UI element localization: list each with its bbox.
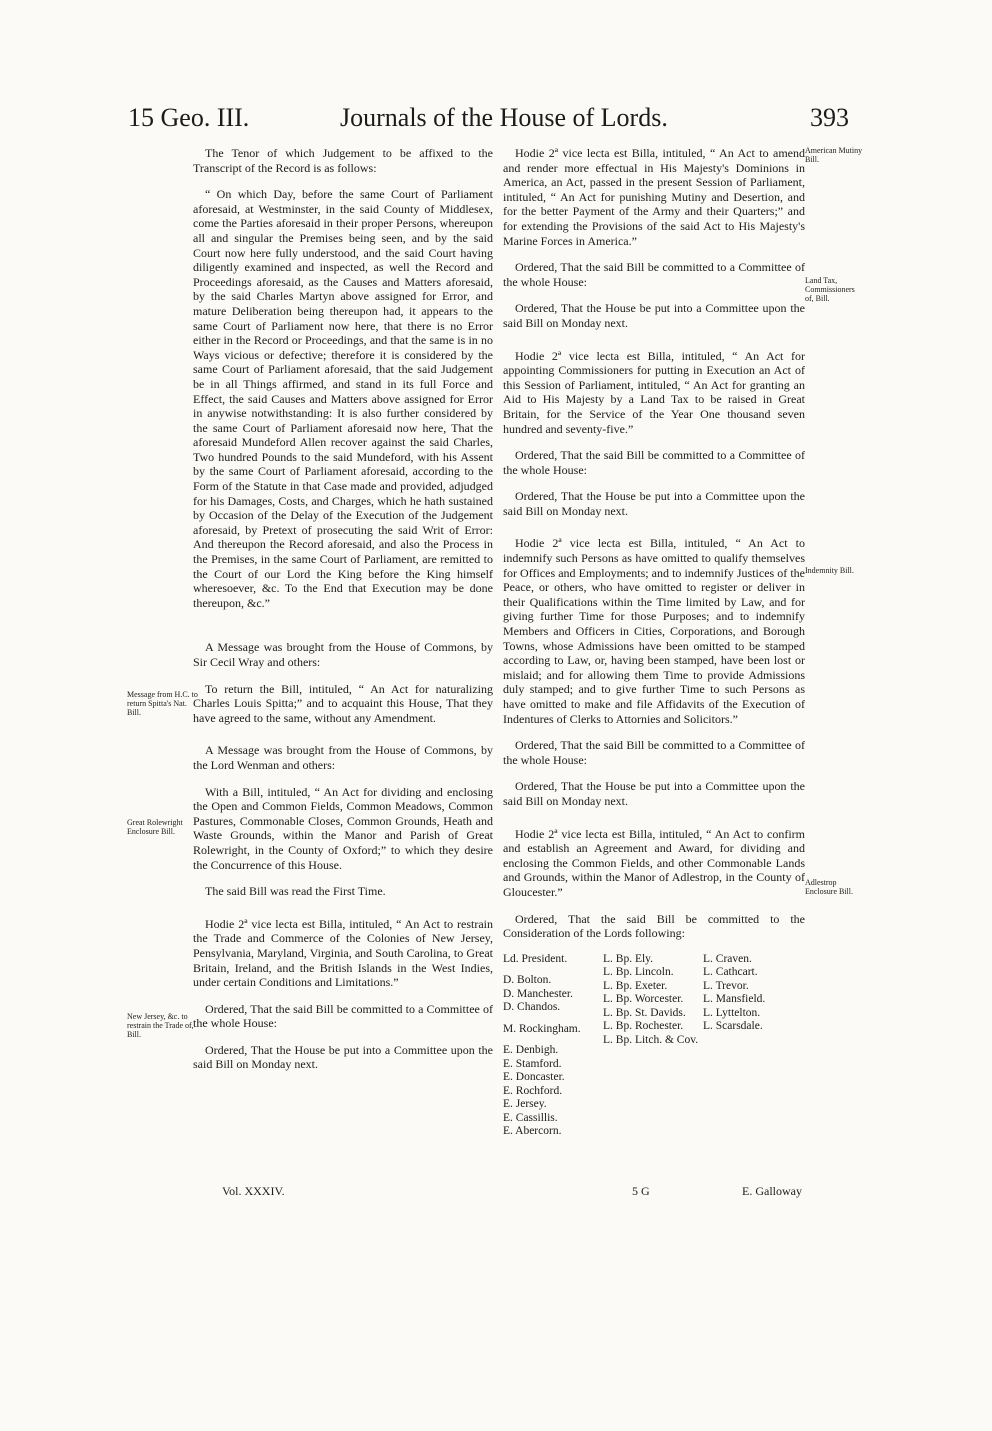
lord-name: L. Bp. Litch. & Cov. [603,1033,699,1046]
catchword: E. Galloway [742,1184,802,1198]
lord-name: E. Jersey. [503,1098,547,1111]
judgement-text: “ On which Day, before the same Court of Parliament aforesaid, at Westminster, in the said County of Middlesex, come the Parties aforesaid in their proper Persons, whereupon all and singular the Premises being seen, and by the said Court now here fully understood, and the said Court having diligently examined and inspected, as well the Record and Proceedings aforesaid, as the Causes and Matters aforesaid, by the said Charles Martyn above assigned for Error, and mature Deliberation being thereupon had, it appears to the same Court of Parliament now here, that there is no Error either in the Record or Proceedings, and that the same is in no Ways vicious or defective; therefore it is considered by the same Court of Parliament aforesaid, that the said Judgement be in all Things affirmed, and stand in its full Force and Effect, the said Causes and Matters above assigned for Error in anywise notwithstanding: It is also further considered by the same Court of Parliament aforesaid now here, That the aforesaid Mundeford Allen recover against the said Charles, Two hundred Pounds to the said Mundeford, with his Assent by the same Court of Parliament aforesaid, according to the Form of the Statute in that Case made and provided, adjudged for his Damages, Costs, and Charges, which he hath sustained by Occasion of the Delay of the Execution of the Judgement aforesaid, by Pretext of prosecuting the said Writ of Error: And thereupon the Record aforesaid, and also the Process in the Premises, in the same Court of Parliament, are remitted to the Court of our Lord the King before the King himself wheresoever, &c. To the End that Execution may be done thereupon, &c.” [193,187,493,610]
margin-note-land-tax: Land Tax, Commissioners of, Bill. [805,276,855,303]
lord-name: E. Rochford. [503,1084,563,1097]
paragraph: Hodie 2ª vice lecta est Billa, intituled, “ An Act for appointing Commissioners for putting in Execution an Act of this Session of Parliament, intituled, “ An Act for granting an Aid to His Majesty by a Land Tax to be raised in Great Britain, for the Service of the Year One thousand seven hundred and seventy-five.” [503,348,805,436]
margin-note-rolewright: Great Rolewright Enclosure Bill. [127,818,183,836]
order-text: Ordered, That the House be put into a Committee upon the said Bill on Monday next. [503,301,805,330]
paragraph: A Message was brought from the House of Commons, by the Lord Wenman and others: [193,743,493,772]
lord-name: L. Craven. [703,952,752,965]
order-text: Ordered, That the House be put into a Committee upon the said Bill on Monday next. [193,1042,493,1072]
lord-name: L. Bp. Worcester. [603,993,684,1006]
margin-note-spitta: Message from H.C. to return Spitta's Nat. Bill. [127,690,198,717]
margin-note-mutiny: American Mutiny Bill. [805,146,863,164]
left-column [193,146,493,1084]
paragraph: Hodie 2ª vice lecta est Billa, intituled, “ An Act to restrain the Trade and Commerce of the Colonies of New Jersey, Pensylvania, Maryland, Virginia, and South Carolina, to Great Britain, Ireland, and the British Islands in the West Indies, under certain Conditions and Limitations.” [193,916,493,990]
paragraph: A Message was brought from the House of Commons, by Sir Cecil Wray and others: [193,640,493,669]
lords-col-bishops [603,953,703,1139]
lord-name: E. Abercorn. [503,1125,562,1138]
order-text: Ordered, That the House be put into a Committee upon the said Bill on Monday next. [503,779,805,808]
running-head-regnal-year: 15 Geo. III. [128,103,250,132]
paragraph: Hodie 2ª vice lecta est Billa, intituled, “ An Act to confirm and establish an Agreement and Award, for dividing and enclosing the Common Fields, and other Commonable Lands and Grounds, within the Manor of Adlestrop, in the County of Gloucester.” [503,826,805,899]
order-text: Ordered, That the said Bill be committed to a Committee of the whole House: [503,260,805,289]
paragraph: With a Bill, intituled, “ An Act for dividing and enclosing the Open and Common Fields, Common Meadows, Common Pastures, Commonable Closes, Common Grounds, Heath and Waste Grounds, within the Manor and Parish of Great Rolewright, in the County of Oxford;” to which they desire the Concurrence of this House. [193,784,493,872]
lord-name: D. Manchester. [503,987,573,1000]
right-column [503,146,805,1139]
order-text: Ordered, That the said Bill be committed to a Committee of the whole House: [193,1001,493,1031]
lord-name: L. Lyttelton. [703,1006,761,1019]
lord-name: E. Denbigh. [503,1044,559,1057]
lords-col-dukes-earls [503,953,603,1139]
lord-name: L. Bp. Rochester. [603,1020,684,1033]
lord-name: L. Scarsdale. [703,1020,763,1033]
lord-name: L. Bp. Ely. [603,952,654,965]
order-text: Ordered, That the said Bill be committed to a Committee of the whole House: [503,448,805,477]
margin-note-indemnity: Indemnity Bill. [805,566,854,575]
page-number: 393 [810,103,849,132]
lord-name: E. Stamford. [503,1057,562,1070]
lord-name: Ld. President. [503,952,568,965]
order-text: Ordered, That the said Bill be committed to a Committee of the whole House: [503,738,805,767]
lords-list [503,953,805,1139]
lord-name: L. Bp. St. Davids. [603,1006,686,1019]
lord-name: L. Bp. Lincoln. [603,966,674,979]
lords-col-barons [703,953,803,1139]
lord-name: L. Mansfield. [703,993,766,1006]
paragraph: Hodie 2ª vice lecta est Billa, intituled, “ An Act to amend and render more effectual in His Majesty's Dominions in America, an Act, passed in the present Session of Parliament, intituled, “ An Act for punishing Mutiny and Desertion, and for the better Payment of the Army and their Quarters;” and for extending the Provisions of the said Act to His Majesty's Marine Forces in America.” [503,146,805,248]
lord-name: M. Rockingham. [503,1022,581,1035]
lord-name: L. Bp. Exeter. [603,979,668,992]
order-text: Ordered, That the House be put into a Committee upon the said Bill on Monday next. [503,489,805,518]
running-head-title: Journals of the House of Lords. [340,103,668,132]
volume-number: Vol. XXXIV. [222,1184,285,1198]
margin-note-new-jersey: New Jersey, &c. to restrain the Trade of, Bill. [127,1012,194,1039]
lord-name: L. Trevor. [703,979,749,992]
margin-note-adlestrop: Adlestrop Enclosure Bill. [805,878,853,896]
lord-name: D. Bolton. [503,974,552,987]
lord-name: E. Doncaster. [503,1071,565,1084]
lord-name: E. Cassillis. [503,1111,558,1124]
lord-name: L. Cathcart. [703,966,758,979]
lord-name: D. Chandos. [503,1001,561,1014]
paragraph: The said Bill was read the First Time. [205,884,386,899]
paragraph: The Tenor of which Judgement to be affixed to the Transcript of the Record is as follows: [193,146,493,175]
paragraph: Hodie 2ª vice lecta est Billa, intituled, “ An Act to indemnify such Persons as have omitted to qualify themselves for Offices and Employments; and to indemnify Justices of the Peace, or others, who have omitted to register or deliver in their Qualifications within the Time limited by Law, and for giving further Time for those Purposes; and to indemnify Members and Officers in Cities, Corporations, and Borough Towns, whose Admissions have been omitted to be stamped according to Law, or, having been stamped, have been lost or mislaid; and for allowing them Time to provide Admissions duly stamped; and to give further Time to such Persons as have omitted to make and file Affidavits of the Execution of Indentures of Clerks to Attornies and Solicitors.” [503,536,805,726]
paragraph: To return the Bill, intituled, “ An Act for naturalizing Charles Louis Spitta;” and to acquaint this House, That they have agreed to the same, without any Amendment. [193,681,493,725]
order-text: Ordered, That the said Bill be committed to the Consideration of the Lords following: [503,911,805,941]
signature-mark: 5 G [632,1184,650,1198]
